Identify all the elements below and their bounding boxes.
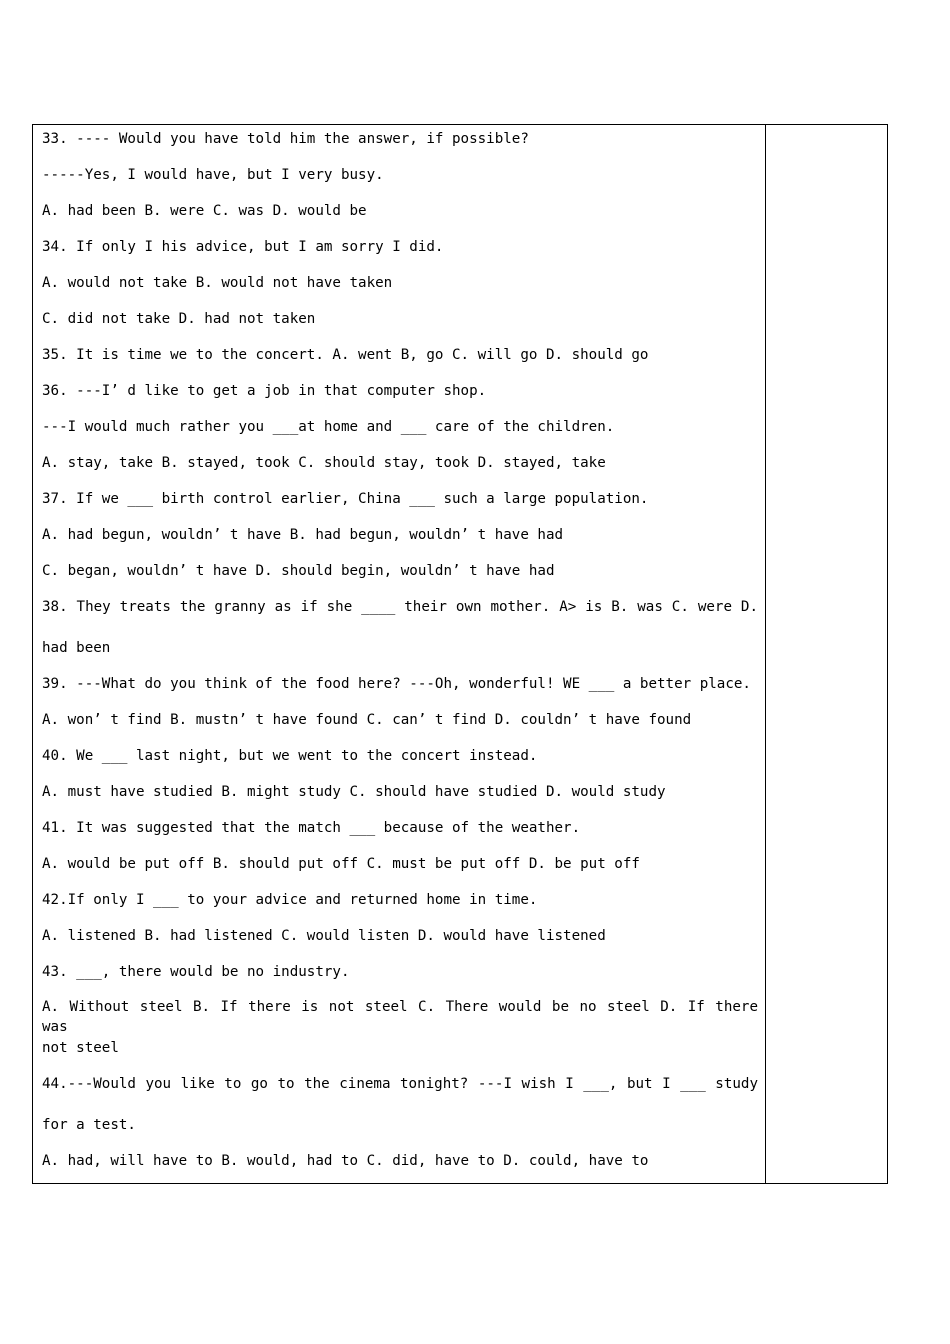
q44-options: A. had, will have to B. would, had to C. did, have to D. could, have to: [42, 1153, 649, 1169]
q34-stem: 34. If only I his advice, but I am sorry I did.: [42, 239, 444, 255]
q44-stem: 44.---Would you like to go to the cinema tonight? ---I wish I ___, but I ___ study: [42, 1076, 758, 1092]
q36-options: A. stay, take B. stayed, took C. should stay, took D. stayed, take: [42, 455, 606, 471]
q37-options-1: A. had begun, wouldn’ t have B. had begun, wouldn’ t have had: [42, 527, 564, 543]
q43-options-cont: not steel: [42, 1040, 119, 1056]
q43-options: A. Without steel B. If there is not steel C. There would be no steel D. If there was: [42, 999, 758, 1035]
q33-stem: 33. ---- Would you have told him the answer, if possible?: [42, 131, 529, 147]
q34-options-2: C. did not take D. had not taken: [42, 311, 316, 327]
q36-stem: 36. ---I’ d like to get a job in that computer shop.: [42, 383, 487, 399]
q37-stem: 37. If we ___ birth control earlier, China ___ such a large population.: [42, 491, 649, 507]
q44-stem-cont: for a test.: [42, 1117, 136, 1133]
question-table: [32, 124, 888, 1184]
q34-options-1: A. would not take B. would not have taken: [42, 275, 393, 291]
q35-stem: 35. It is time we to the concert. A. went B, go C. will go D. should go: [42, 347, 649, 363]
q36-reply: ---I would much rather you ___at home and ___ care of the children.: [42, 419, 615, 435]
q42-options: A. listened B. had listened C. would listen D. would have listened: [42, 928, 606, 944]
q33-options: A. had been B. were C. was D. would be: [42, 203, 367, 219]
q41-stem: 41. It was suggested that the match ___ because of the weather.: [42, 820, 581, 836]
q38-stem: 38. They treats the granny as if she ____ their own mother. A> is B. was C. were D.: [42, 599, 758, 615]
q37-options-2: C. began, wouldn’ t have D. should begin, wouldn’ t have had: [42, 563, 555, 579]
q41-options: A. would be put off B. should put off C. must be put off D. be put off: [42, 856, 640, 872]
q39-stem: 39. ---What do you think of the food here? ---Oh, wonderful! WE ___ a better place.: [42, 676, 751, 692]
q38-stem-cont: had been: [42, 640, 111, 656]
notes-cell: [766, 125, 888, 1183]
q33-reply: -----Yes, I would have, but I very busy.: [42, 167, 384, 183]
q40-options: A. must have studied B. might study C. should have studied D. would study: [42, 784, 666, 800]
q43-stem: 43. ___, there would be no industry.: [42, 964, 350, 980]
q42-stem: 42.If only I ___ to your advice and returned home in time.: [42, 892, 538, 908]
q40-stem: 40. We ___ last night, but we went to the concert instead.: [42, 748, 538, 764]
q39-options: A. won’ t find B. mustn’ t have found C. can’ t find D. couldn’ t have found: [42, 712, 692, 728]
